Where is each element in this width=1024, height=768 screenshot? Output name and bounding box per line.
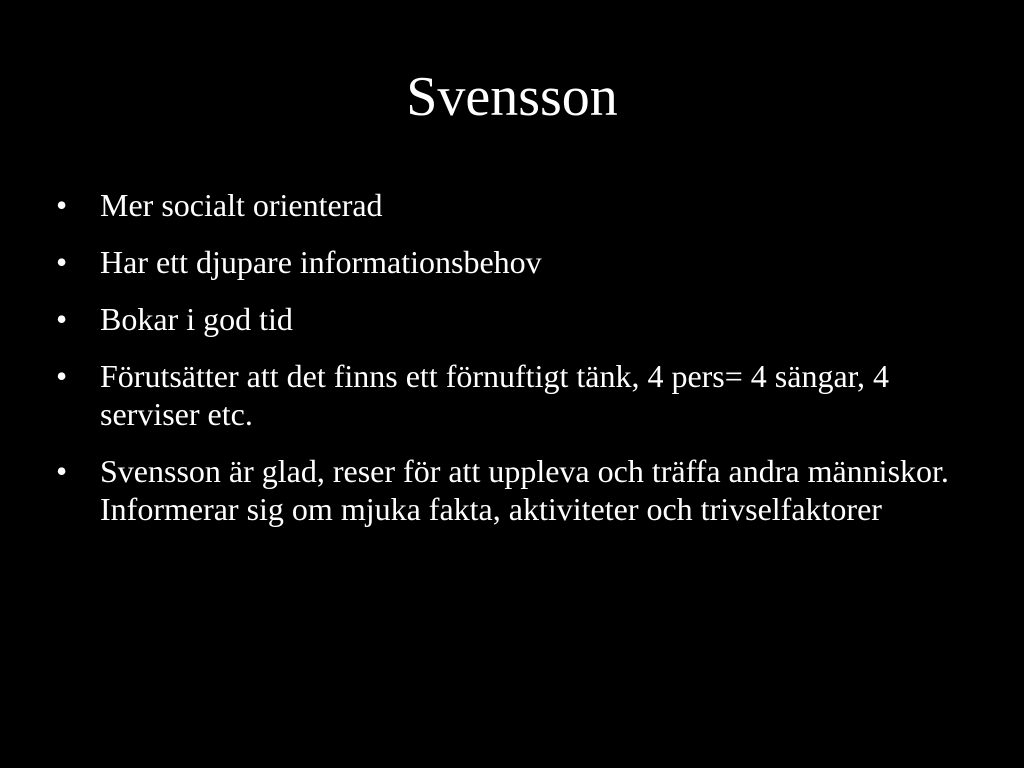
bullet-icon: • [56, 358, 68, 394]
bullet-icon: • [56, 453, 68, 489]
list-item [56, 357, 976, 433]
bullet-icon: • [56, 244, 68, 280]
bullet-text: Bokar i god tid [100, 301, 293, 337]
bullet-text: Mer socialt orienterad [100, 187, 383, 223]
list-item [56, 300, 976, 338]
list-item [56, 452, 976, 528]
bullet-text: Svensson är glad, reser för att uppleva och träffa andra människor. Informerar sig om mjuka fakta, aktiviteter och trivselfaktorer [100, 453, 949, 527]
bullet-icon: • [56, 187, 68, 223]
bullet-text: Har ett djupare informationsbehov [100, 244, 542, 280]
slide-title: Svensson [406, 66, 618, 128]
list-item [56, 243, 976, 281]
list-item [56, 186, 976, 224]
bullet-icon: • [56, 301, 68, 337]
bullet-list [56, 186, 976, 547]
bullet-text: Förutsätter att det finns ett förnuftigt tänk, 4 pers= 4 sängar, 4 serviser etc. [100, 358, 890, 432]
